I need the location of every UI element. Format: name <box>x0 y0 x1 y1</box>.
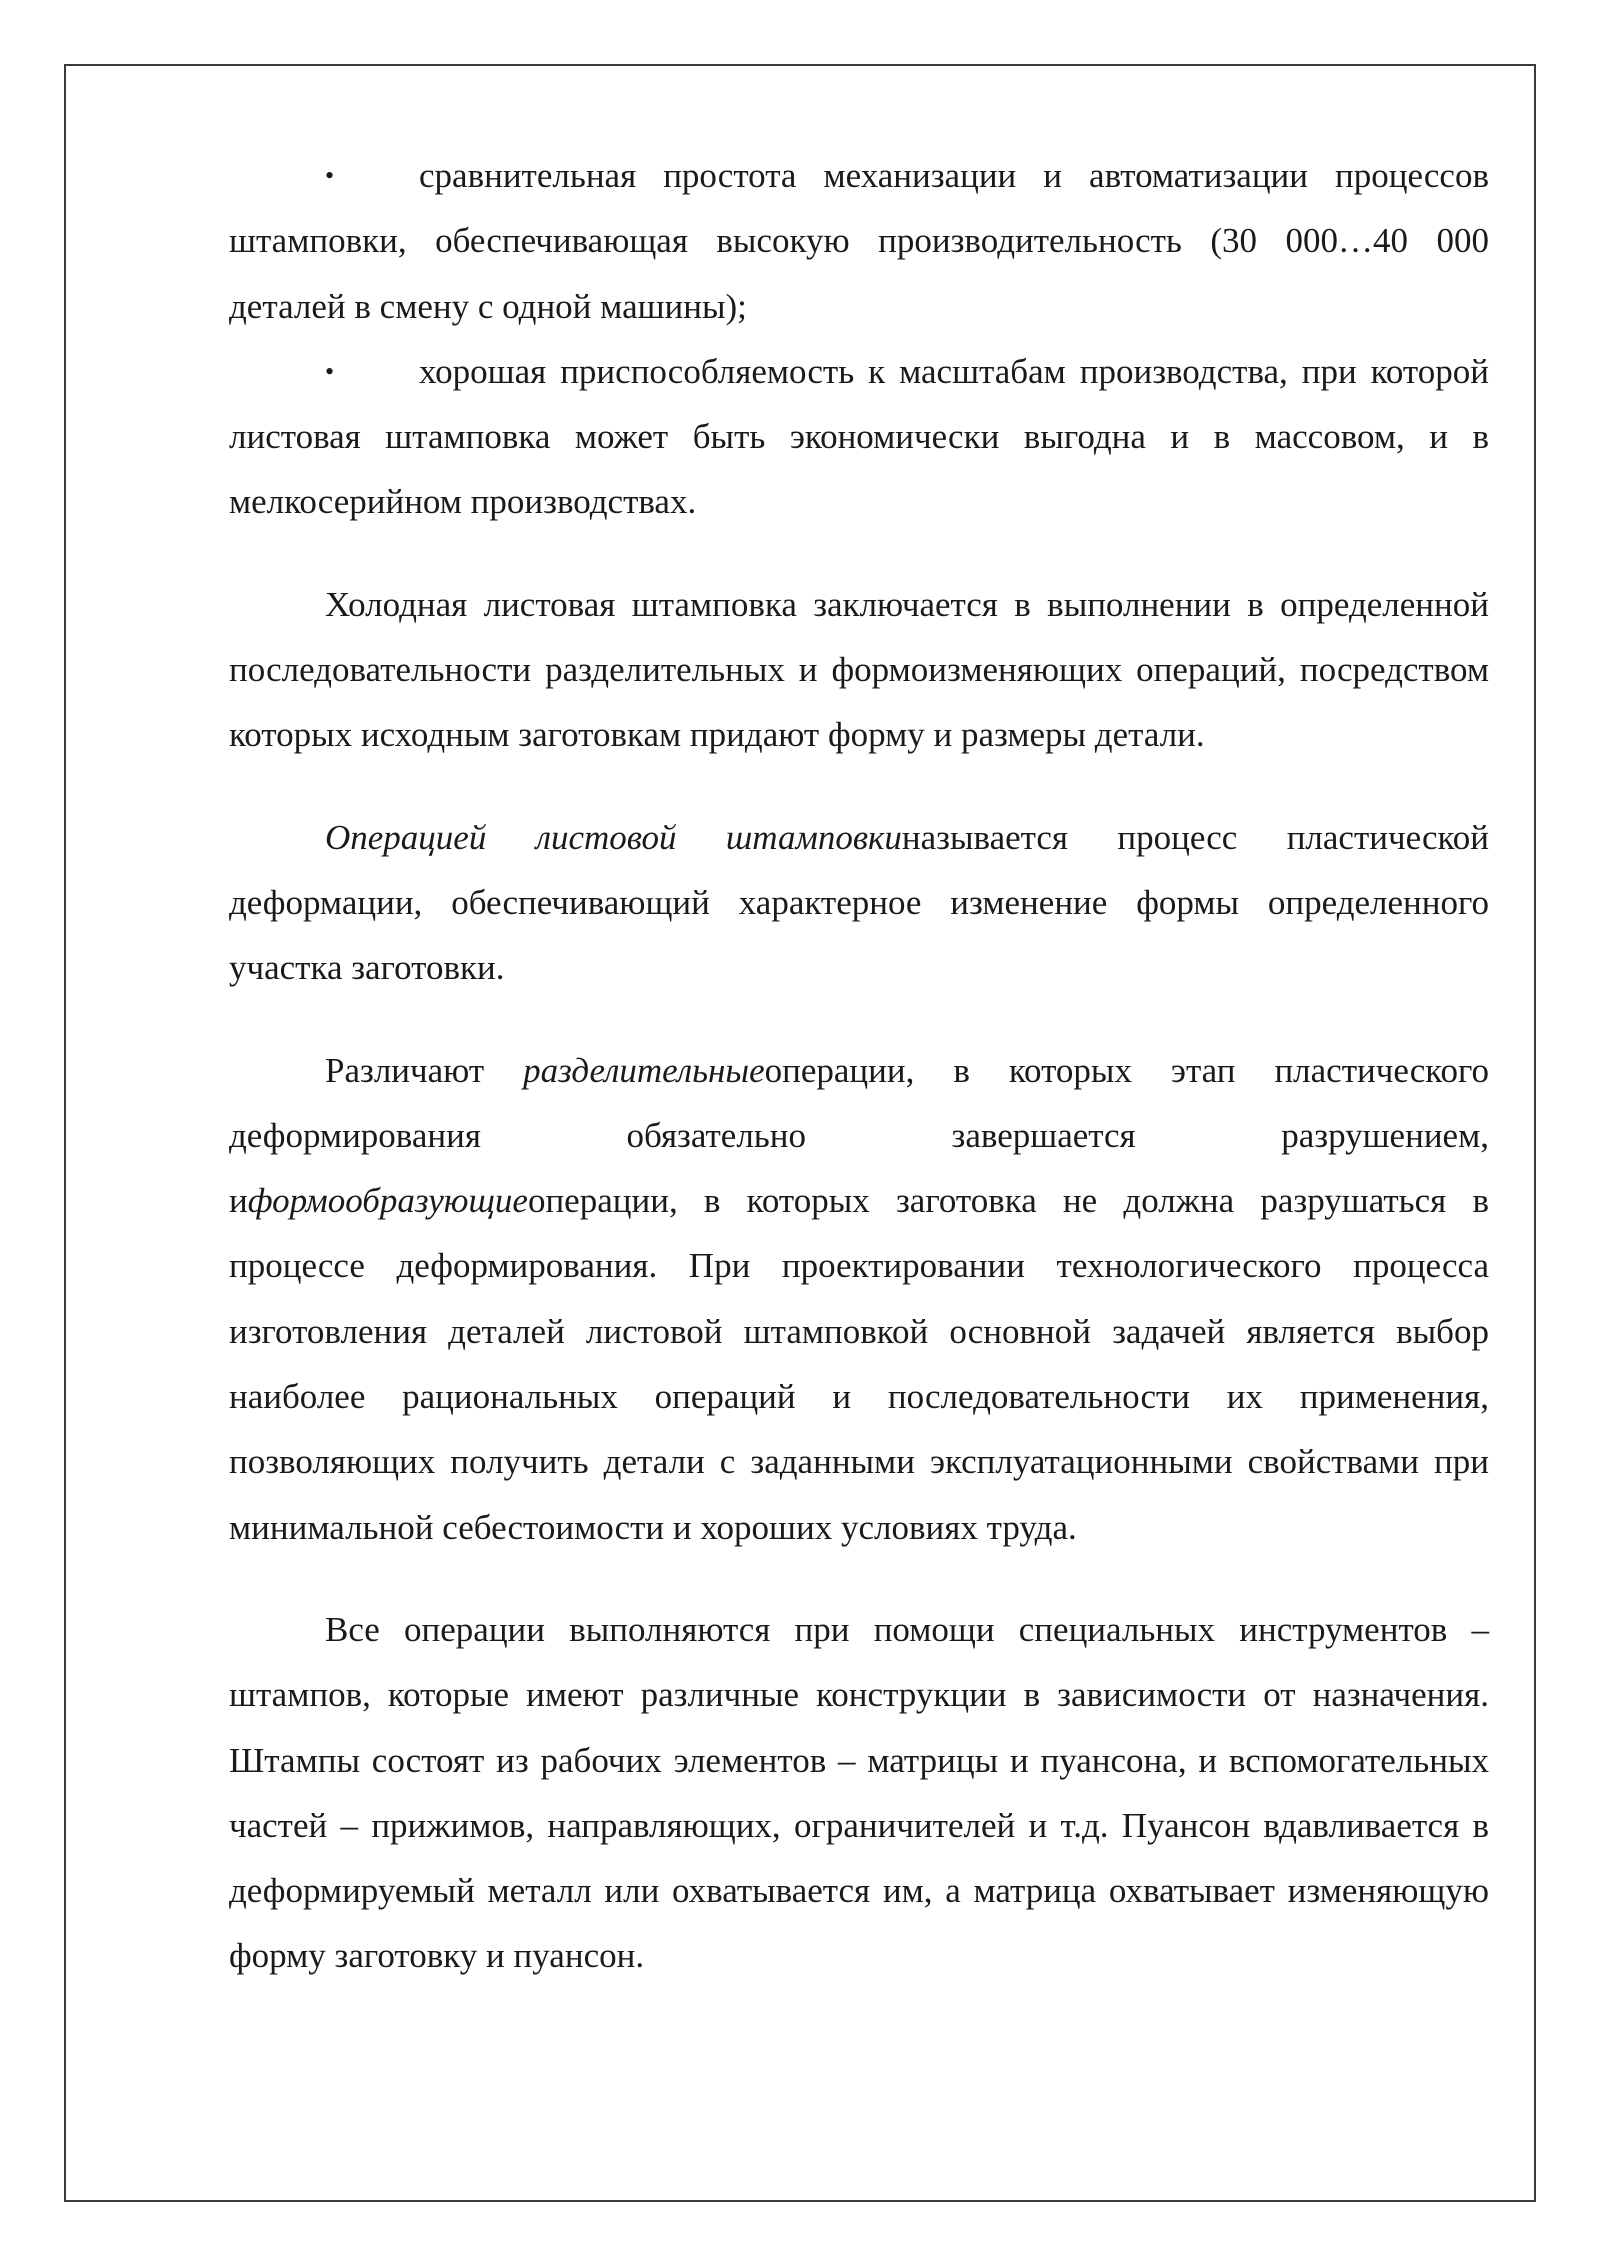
paragraph-text: называется процесс пластической деформации, обеспечивающий характерное изменение формы определенного участка заготовки. <box>229 817 1489 988</box>
bullet-item <box>229 339 1489 535</box>
paragraph-cold-stamping <box>229 572 1489 768</box>
paragraph-text: Все операции выполняются при помощи специальных инструментов – штампов, которые имеют различные конструкции в зависимости от назначения. Штампы состоят из рабочих элементов – матрицы и пуансона, и вспомогательных частей – прижимов, направляющих, ограничителей и т.д. Пуансон вдавливается в деформируемый металл или охватывается им, а матрица охватывает изменяющую форму заготовку и пуансон. <box>229 1609 1489 1976</box>
bullet-item <box>229 143 1489 339</box>
document-body <box>229 143 1489 1989</box>
paragraph-text: Различают <box>325 1050 524 1090</box>
paragraph-operation-types <box>229 1038 1489 1560</box>
bullet-marker: • <box>325 356 335 386</box>
paragraph-text: операции, в которых заготовка не должна разрушаться в процессе деформирования. При проектировании технологического процесса изготовления деталей листовой штамповкой основной задачей является выбор наиболее рациональных операций и последовательности их применения, позволяющих получить детали с заданными эксплуатационными свойствами при минимальной себестоимости и хороших условиях труда. <box>229 1181 1489 1547</box>
italic-term: формообразующие <box>247 1181 528 1221</box>
paragraph-operation-definition <box>229 805 1489 1001</box>
italic-term: Операцией листовой штамповки <box>325 817 902 857</box>
italic-term: разделительные <box>523 1050 765 1090</box>
paragraph-text: операции, в которых этап пластического деформирования обязательно завершается разрушением, и <box>229 1050 1489 1221</box>
bullet-text: сравнительная простота механизации и автоматизации процессов штамповки, обеспечивающая высокую производительность (30 000…40 000 деталей в смену с одной машины); <box>229 156 1489 326</box>
bullet-text: хорошая приспособляемость к масштабам производства, при которой листовая штамповка может быть экономически выгодна и в массовом, и в мелкосерийном производствах. <box>229 351 1489 522</box>
paragraph-dies <box>229 1597 1489 1989</box>
paragraph-text: Холодная листовая штамповка заключается в выполнении в определенной последовательности разделительных и формоизменяющих операций, посредством которых исходным заготовкам придают форму и размеры детали. <box>229 584 1489 755</box>
bullet-marker: • <box>325 161 335 190</box>
